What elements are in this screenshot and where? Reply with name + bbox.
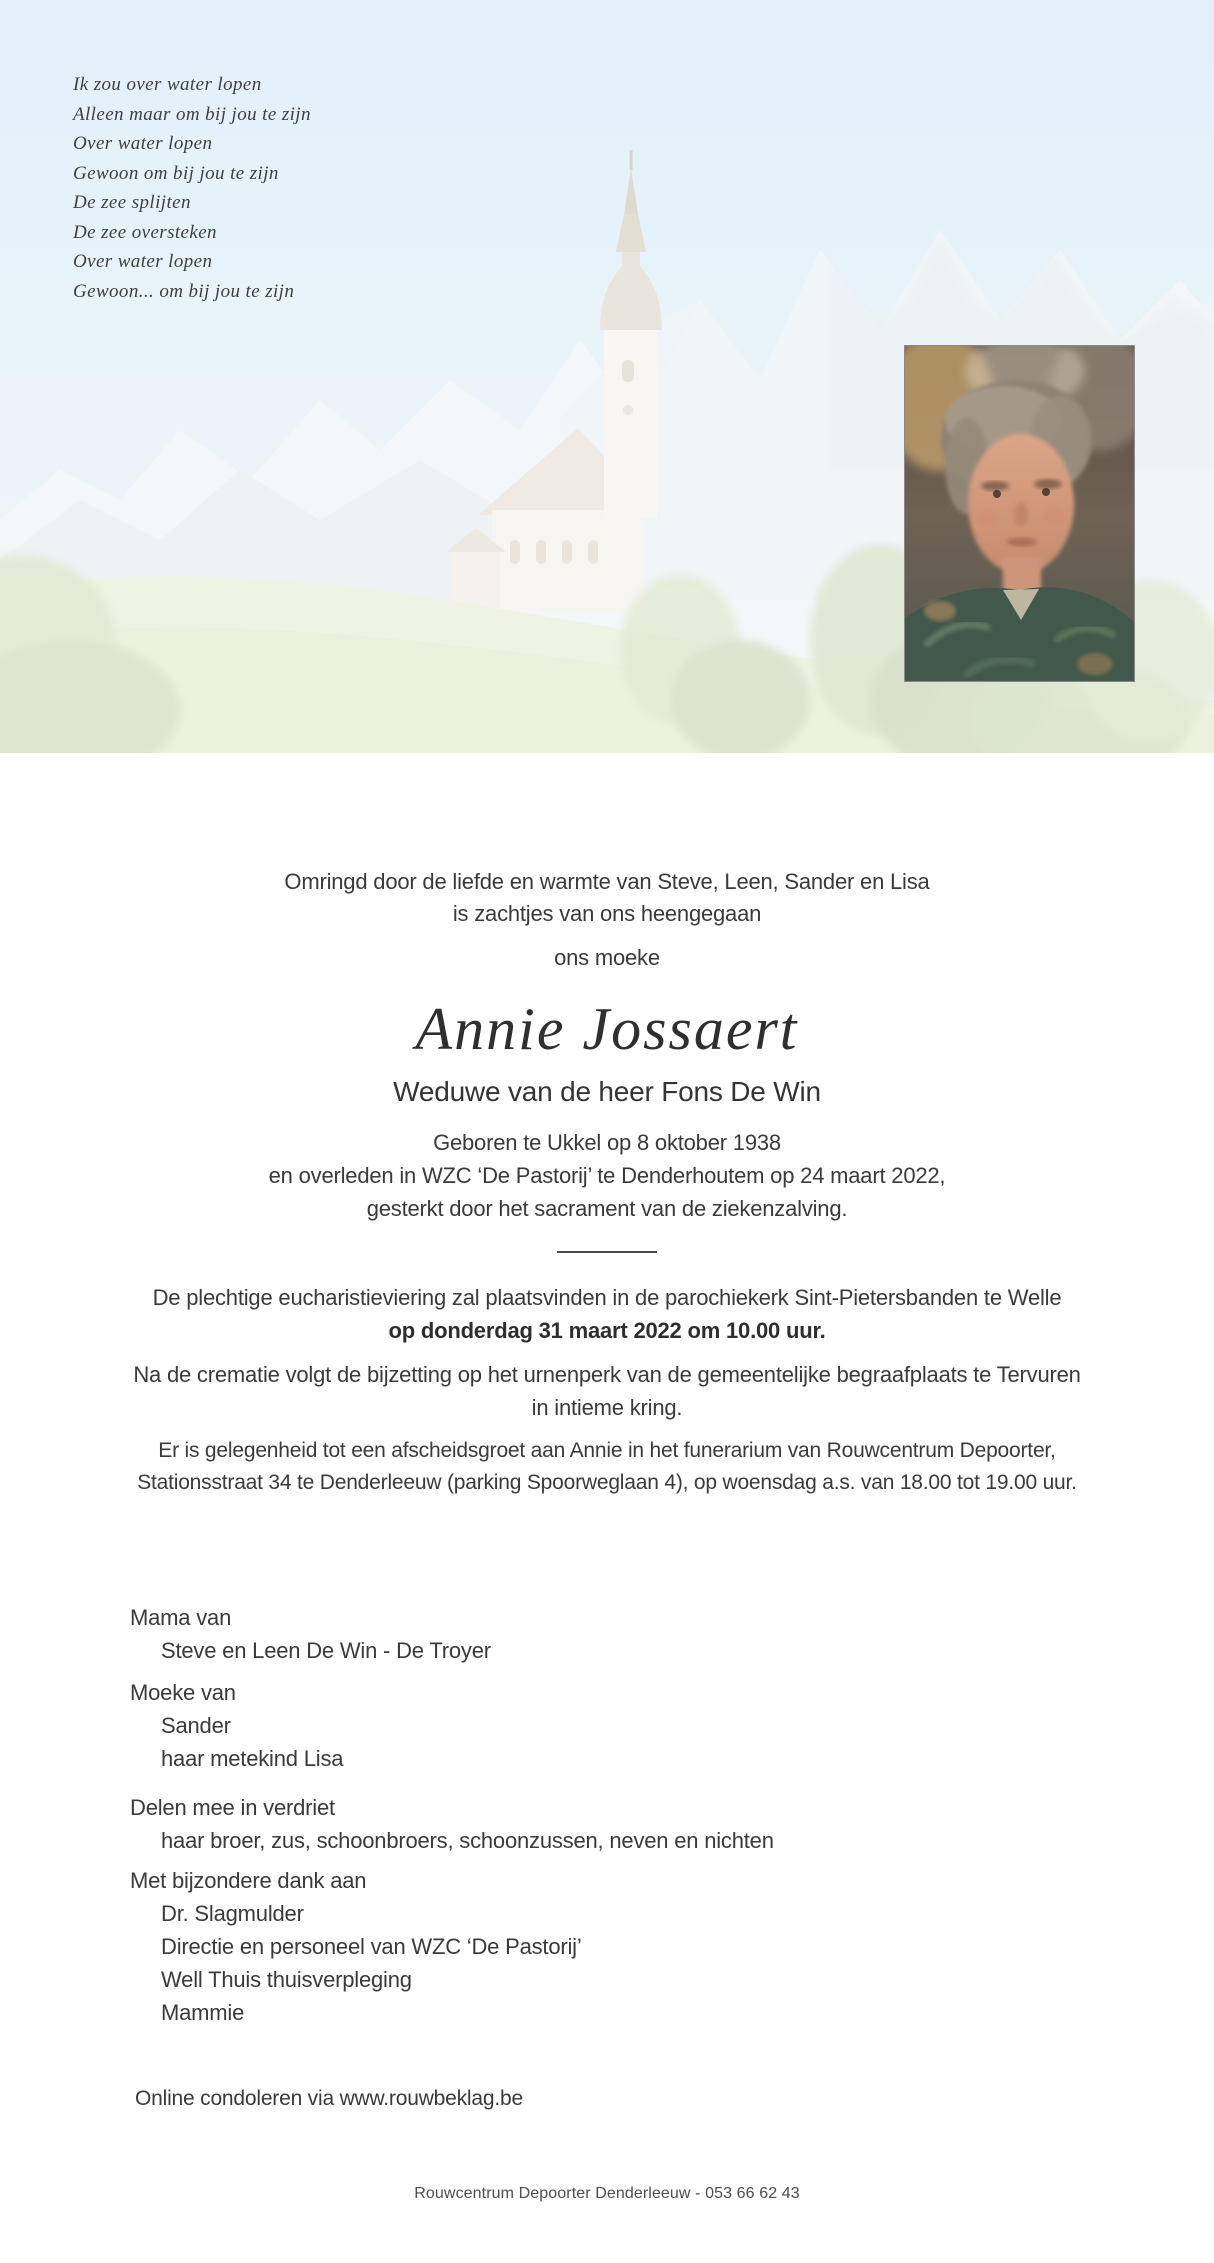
cremation-line: Na de crematie volgt de bijzetting op het urnenperk van de gemeentelijke begraafplaats te Tervuren xyxy=(133,1362,1081,1387)
header-image xyxy=(0,0,1214,753)
poem-line: Gewoon... om bij jou te zijn xyxy=(73,280,295,302)
poem-line: Gewoon om bij jou te zijn xyxy=(73,162,279,184)
death-line: en overleden in WZC ‘De Pastorij’ te Denderhoutem op 24 maart 2022, xyxy=(268,1163,946,1188)
family-member: haar metekind Lisa xyxy=(161,1746,344,1771)
visitation-line: Stationsstraat 34 te Denderleeuw (parking Spoorweglaan 4), op woensdag a.s. van 18.00 tot 19.00 uur. xyxy=(137,1471,1077,1494)
family-group-label: Delen mee in verdriet xyxy=(130,1795,335,1820)
family-member: Mammie xyxy=(161,2000,245,2025)
service-date-bold: op donderdag 31 maart 2022 om 10.00 uur. xyxy=(388,1318,826,1343)
family-member: Sander xyxy=(161,1713,231,1738)
family-group xyxy=(130,1864,582,2029)
footer-funeral-home: Rouwcentrum Depoorter Denderleeuw - 053 66 62 43 xyxy=(414,2185,800,2202)
deceased-name: Annie Jossaert xyxy=(415,996,799,1062)
cremation-text xyxy=(0,1358,1214,1424)
relation-label: ons moeke xyxy=(554,945,660,970)
visitation-text xyxy=(0,1435,1214,1499)
family-member: Dr. Slagmulder xyxy=(161,1901,304,1926)
cremation-line: in intieme kring. xyxy=(531,1395,683,1420)
family-member: Well Thuis thuisverpleging xyxy=(161,1967,412,1992)
family-group-label: Mama van xyxy=(130,1605,232,1630)
divider xyxy=(557,1251,657,1253)
intro-text xyxy=(0,866,1214,930)
intro-line: is zachtjes van ons heengegaan xyxy=(452,901,762,926)
widow-line: Weduwe van de heer Fons De Win xyxy=(393,1076,821,1107)
face xyxy=(968,434,1074,574)
family-group xyxy=(130,1791,774,1857)
birth-death-text xyxy=(0,1126,1214,1225)
family-member: haar broer, zus, schoonbroers, schoonzussen, neven en nichten xyxy=(161,1828,774,1853)
family-group xyxy=(130,1676,343,1775)
condolence-line: Online condoleren via www.rouwbeklag.be xyxy=(135,2087,523,2110)
poem-line: De zee splijten xyxy=(73,192,191,213)
poem xyxy=(73,70,311,306)
family-member: Steve en Leen De Win - De Troyer xyxy=(161,1638,491,1663)
family-group-label: Moeke van xyxy=(130,1680,236,1705)
portrait-illustration xyxy=(905,346,1134,681)
family-group xyxy=(130,1601,491,1667)
poem-line: De zee oversteken xyxy=(73,221,217,243)
birth-line: Geboren te Ukkel op 8 oktober 1938 xyxy=(433,1130,781,1155)
poem-line: Over water lopen xyxy=(73,133,213,154)
visitation-line: Er is gelegenheid tot een afscheidsgroet aan Annie in het funerarium van Rouwcentrum Depoorter, xyxy=(158,1439,1056,1462)
poem-line: Over water lopen xyxy=(73,251,213,272)
portrait-photo xyxy=(904,345,1135,682)
poem-line: Alleen maar om bij jou te zijn xyxy=(73,103,311,125)
family-member: Directie en personeel van WZC ‘De Pastorij’ xyxy=(161,1934,582,1959)
intro-line: Omringd door de liefde en warmte van Steve, Leen, Sander en Lisa xyxy=(284,869,930,894)
service-text xyxy=(0,1281,1214,1347)
service-line: De plechtige eucharistieviering zal plaatsvinden in de parochiekerk Sint-Pietersbanden te Welle xyxy=(152,1285,1062,1310)
death-line: gesterkt door het sacrament van de ziekenzalving. xyxy=(366,1196,848,1221)
family-group-label: Met bijzondere dank aan xyxy=(130,1868,367,1893)
poem-line: Ik zou over water lopen xyxy=(73,74,262,95)
